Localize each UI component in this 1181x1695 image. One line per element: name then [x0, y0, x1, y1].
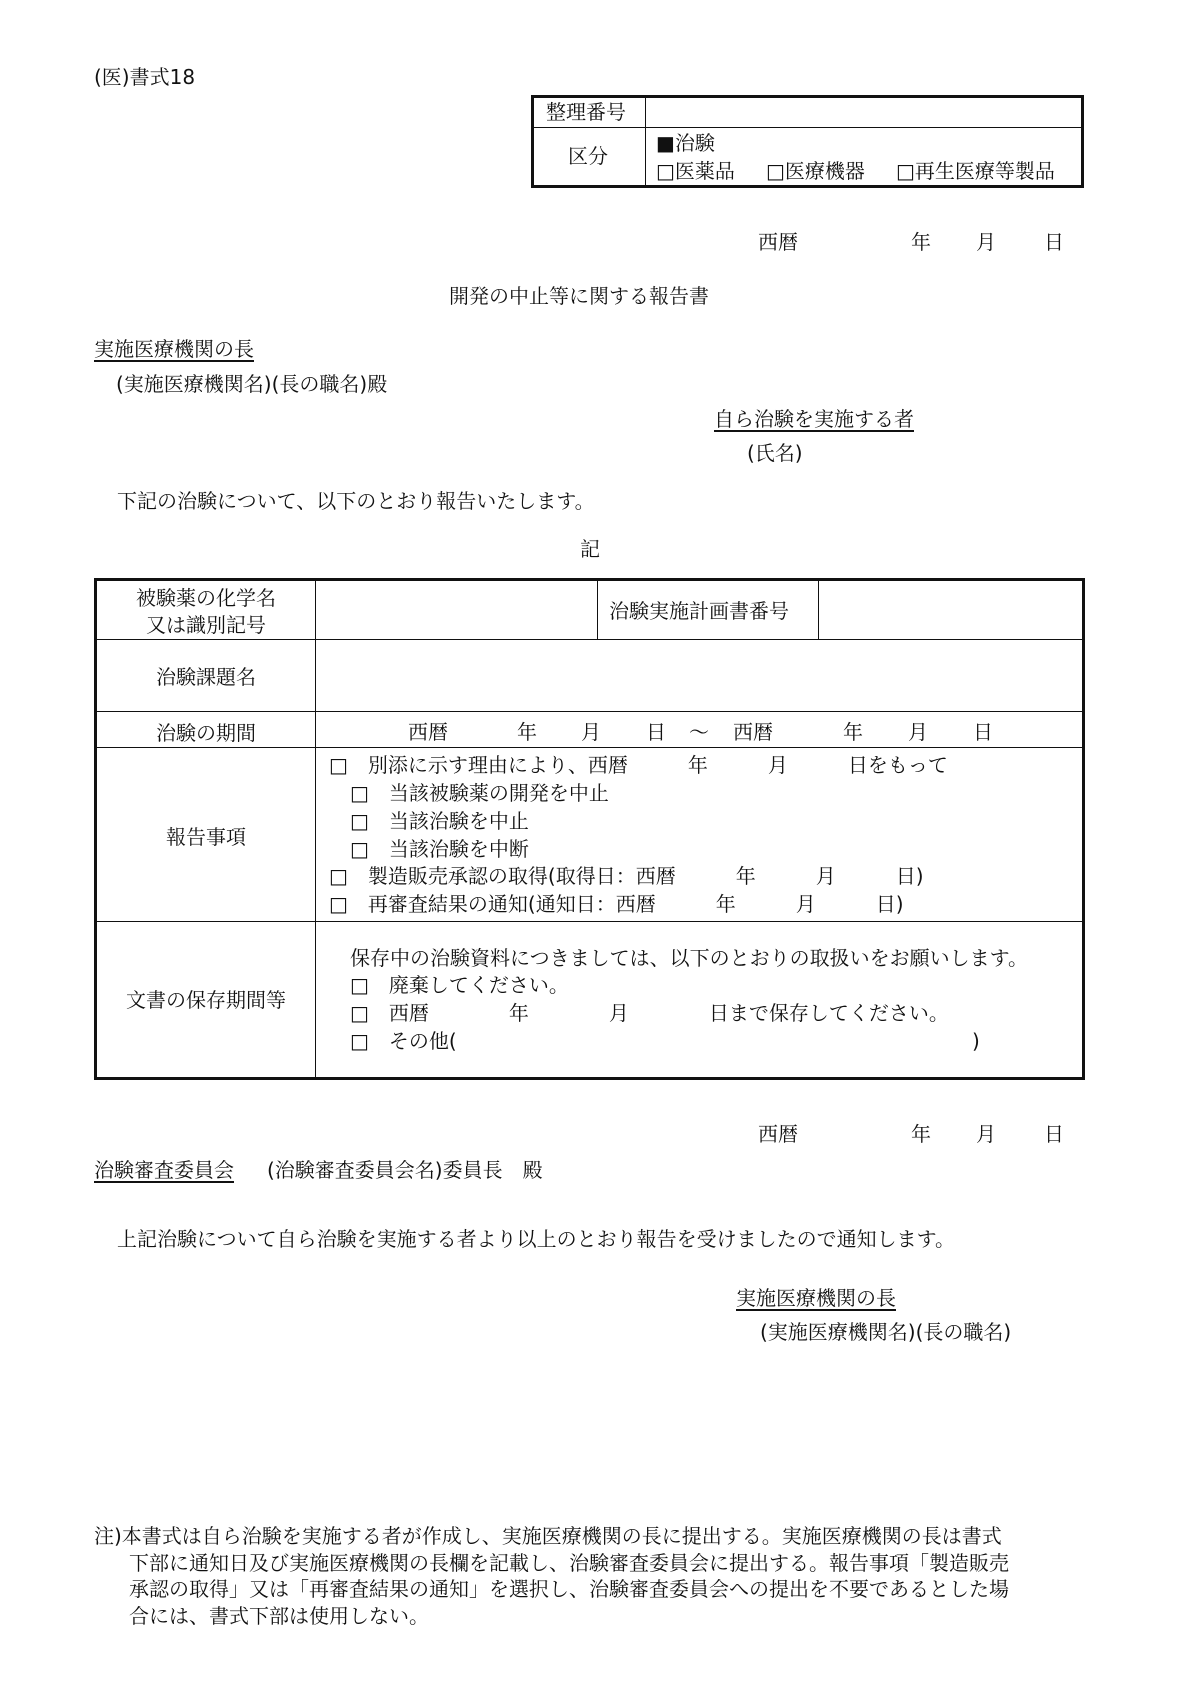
reporter-name: (氏名): [747, 441, 803, 465]
institution-head-name: (実施医療機関名)(長の職名): [760, 1320, 1012, 1344]
report-trial-suspend[interactable]: □ 当該治験を中断: [350, 837, 529, 861]
date-year: 年: [911, 1122, 931, 1146]
report-trial-stop[interactable]: □ 当該治験を中止: [350, 809, 529, 833]
form-id: (医)書式18: [94, 65, 196, 89]
report-approval[interactable]: □ 製造販売承認の取得(取得日：西暦 年 月 日): [329, 864, 924, 888]
date-month: 月: [976, 230, 996, 254]
option-medical-device[interactable]: □医療機器: [766, 159, 865, 183]
trial-title-field[interactable]: [323, 647, 1073, 703]
retention-other[interactable]: □ その他(: [350, 1029, 457, 1053]
number-label: 整理番号: [546, 100, 626, 124]
classification-table: [531, 95, 1084, 188]
period-label: 治験の期間: [156, 721, 256, 745]
committee-label: 治験審査委員会: [94, 1158, 234, 1182]
retention-label: 文書の保存期間等: [126, 988, 286, 1012]
option-drug[interactable]: □医薬品: [656, 159, 735, 183]
protocol-field[interactable]: [827, 591, 1077, 629]
date-era: 西暦: [758, 230, 798, 254]
drug-label: 被験薬の化学名 又は識別記号: [136, 586, 276, 637]
page-title: 開発の中止等に関する報告書: [449, 284, 709, 308]
date-day: 日: [1044, 230, 1064, 254]
date-year: 年: [911, 230, 931, 254]
retention-intro: 保存中の治験資料につきましては、以下のとおりの取扱いをお願いします。: [350, 946, 1028, 970]
report-items-label: 報告事項: [166, 825, 246, 849]
reporter-role: 自ら治験を実施する者: [714, 407, 914, 431]
date-day: 日: [1044, 1122, 1064, 1146]
date-era: 西暦: [758, 1122, 798, 1146]
addressee-role: 実施医療機関の長: [94, 337, 254, 361]
institution-head-role: 実施医療機関の長: [736, 1286, 896, 1310]
addressee-name: (実施医療機関名)(長の職名)殿: [116, 372, 388, 396]
number-field[interactable]: [654, 102, 1074, 122]
intro-text: 下記の治験について、以下のとおり報告いたします。: [117, 489, 595, 513]
option-regenerative[interactable]: □再生医療等製品: [896, 159, 1055, 183]
option-clinical-trial[interactable]: ■治験: [656, 131, 715, 155]
retention-keep-until[interactable]: □ 西暦 年 月 日まで保存してください。: [350, 1001, 949, 1025]
notice-text: 上記治験について自ら治験を実施する者より以上のとおり報告を受けましたので通知します。: [117, 1227, 955, 1251]
trial-title-label: 治験課題名: [156, 665, 256, 689]
drug-field[interactable]: [323, 591, 589, 629]
report-dev-stop[interactable]: □ 当該被験薬の開発を中止: [350, 781, 609, 805]
committee-name: (治験審査委員会名)委員長 殿: [267, 1158, 543, 1182]
retention-dispose[interactable]: □ 廃棄してください。: [350, 973, 569, 997]
report-table: 被験薬の化学名 又は識別記号 治験実施計画書番号 治験課題名 治験の期間 西暦 年 月 日 ～ 西暦 年 月 日 報告事項 □ 別添に示す理由により、西暦 年 月 日をもって □ 当該被験薬の開発を中止 □ 当該治験を中止 □ 当該治験を中断 □ 製造販売承認の取得(取得日：西暦 年 月 日) □ 再審査結果の通知(通知日：西暦 年 月 日) 文書の保存期間等 保存中の治験資料につきましては、以下のとおりの取扱いをお願いします。 □ 廃棄してください。 □ 西暦 年 月 日まで保存してください。 □ その他( ): [94, 578, 1085, 1080]
report-reason[interactable]: □ 別添に示す理由により、西暦 年 月 日をもって: [329, 753, 948, 777]
protocol-label: 治験実施計画書番号: [609, 599, 789, 623]
category-label: 区分: [568, 144, 608, 168]
report-reexam[interactable]: □ 再審査結果の通知(通知日：西暦 年 月 日): [329, 892, 904, 916]
ki-mark: 記: [580, 537, 600, 561]
retention-other-close: ): [972, 1029, 980, 1053]
date-month: 月: [976, 1122, 996, 1146]
